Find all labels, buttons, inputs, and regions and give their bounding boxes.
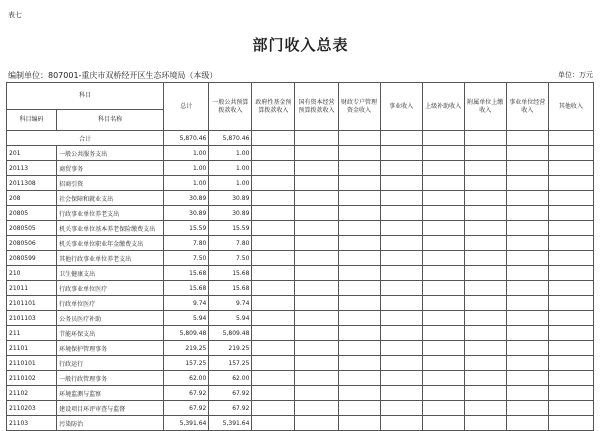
- empty-cell: [548, 206, 593, 221]
- row-general-budget: 5,391.64: [209, 416, 252, 431]
- empty-cell: [464, 371, 506, 386]
- table-row: [7, 371, 594, 386]
- empty-cell: [252, 251, 295, 266]
- empty-cell: [464, 236, 506, 251]
- empty-cell: [338, 251, 380, 266]
- empty-cell: [548, 146, 593, 161]
- row-name: 卫生健康支出: [57, 266, 164, 281]
- empty-cell: [422, 356, 464, 371]
- row-general-budget: 7.80: [209, 236, 252, 251]
- empty-cell: [548, 326, 593, 341]
- empty-cell: [338, 341, 380, 356]
- empty-cell: [380, 236, 422, 251]
- row-total: 7.50: [164, 251, 209, 266]
- empty-cell: [506, 326, 548, 341]
- row-code: 2110203: [7, 401, 57, 416]
- row-name: 环境保护管理事务: [57, 341, 164, 356]
- row-name: 社会保障和就业支出: [57, 191, 164, 206]
- row-total: 9.74: [164, 296, 209, 311]
- empty-cell: [548, 416, 593, 431]
- table-row: [7, 386, 594, 401]
- empty-cell: [464, 161, 506, 176]
- header-superior-subsidy: 上级补助收入: [422, 83, 464, 131]
- header-affiliated: 附属单位上缴收入: [464, 83, 506, 131]
- table-row: [7, 251, 594, 266]
- header-business: 事业收入: [380, 83, 422, 131]
- empty-cell: [252, 266, 295, 281]
- empty-cell: [252, 401, 295, 416]
- row-total: 30.89: [164, 206, 209, 221]
- empty-cell: [252, 281, 295, 296]
- row-name: 一般行政管理事务: [57, 371, 164, 386]
- empty-cell: [252, 341, 295, 356]
- empty-cell: [252, 326, 295, 341]
- empty-cell: [548, 296, 593, 311]
- empty-cell: [548, 176, 593, 191]
- row-code: 21103: [7, 416, 57, 431]
- header-other: 其他收入: [548, 83, 593, 131]
- header-gov-fund: 政府性基金预算拨款收入: [252, 83, 295, 131]
- row-code: 2110101: [7, 356, 57, 371]
- empty-cell: [422, 221, 464, 236]
- table-row: [7, 401, 594, 416]
- empty-cell: [295, 341, 338, 356]
- empty-cell: [548, 266, 593, 281]
- empty-cell: [295, 281, 338, 296]
- empty-cell: [506, 311, 548, 326]
- empty-cell: [506, 416, 548, 431]
- empty-cell: [252, 371, 295, 386]
- empty-cell: [464, 296, 506, 311]
- empty-cell: [380, 386, 422, 401]
- row-general-budget: 30.89: [209, 206, 252, 221]
- unit-label: 单位：万元: [558, 71, 593, 79]
- row-total: 67.92: [164, 386, 209, 401]
- row-general-budget: 1.00: [209, 161, 252, 176]
- row-total: 219.25: [164, 341, 209, 356]
- row-total: 15.68: [164, 281, 209, 296]
- empty-cell: [252, 236, 295, 251]
- empty-cell: [548, 356, 593, 371]
- header-state-capital: 国有资本经营预算拨款收入: [295, 83, 338, 131]
- empty-cell: [252, 416, 295, 431]
- empty-cell: [338, 386, 380, 401]
- row-name: 行政事业单位养老支出: [57, 206, 164, 221]
- empty-cell: [295, 296, 338, 311]
- row-general-budget: 67.92: [209, 401, 252, 416]
- table-row: [7, 176, 594, 191]
- table-row: [7, 146, 594, 161]
- empty-cell: [338, 311, 380, 326]
- empty-cell: [506, 266, 548, 281]
- empty-cell: [380, 341, 422, 356]
- row-general-budget: 9.74: [209, 296, 252, 311]
- empty-cell: [252, 191, 295, 206]
- table-row: [7, 236, 594, 251]
- empty-cell: [548, 386, 593, 401]
- empty-cell: [295, 401, 338, 416]
- empty-cell: [295, 146, 338, 161]
- total-row-general-budget: 5,870.46: [209, 131, 252, 146]
- empty-cell: [338, 401, 380, 416]
- empty-cell: [380, 146, 422, 161]
- empty-cell: [338, 146, 380, 161]
- empty-cell: [380, 221, 422, 236]
- empty-cell: [338, 266, 380, 281]
- empty-cell: [380, 311, 422, 326]
- row-general-budget: 1.00: [209, 176, 252, 191]
- empty-cell: [422, 401, 464, 416]
- empty-cell: [338, 176, 380, 191]
- row-code: 208: [7, 191, 57, 206]
- total-row-total: 5,870.46: [164, 131, 209, 146]
- empty-cell: [295, 251, 338, 266]
- empty-cell: [548, 221, 593, 236]
- empty-cell: [464, 206, 506, 221]
- row-code: 210: [7, 266, 57, 281]
- empty-cell: [380, 206, 422, 221]
- header-total: 总计: [164, 83, 209, 131]
- empty-cell: [295, 386, 338, 401]
- row-code: 2011308: [7, 176, 57, 191]
- empty-cell: [252, 311, 295, 326]
- row-total: 5,391.64: [164, 416, 209, 431]
- row-total: 15.59: [164, 221, 209, 236]
- empty-cell: [422, 236, 464, 251]
- empty-cell: [338, 326, 380, 341]
- empty-cell: [506, 146, 548, 161]
- empty-cell: [548, 236, 593, 251]
- empty-cell: [464, 221, 506, 236]
- row-code: 21011: [7, 281, 57, 296]
- row-general-budget: 30.89: [209, 191, 252, 206]
- empty-cell: [464, 386, 506, 401]
- empty-cell: [338, 236, 380, 251]
- row-name: 商贸事务: [57, 161, 164, 176]
- table-row: [7, 281, 594, 296]
- empty-cell: [380, 161, 422, 176]
- row-name: 行政运行: [57, 356, 164, 371]
- row-code: 211: [7, 326, 57, 341]
- empty-cell: [422, 341, 464, 356]
- row-total: 157.25: [164, 356, 209, 371]
- table-row: [7, 326, 594, 341]
- row-code: 2080599: [7, 251, 57, 266]
- empty-cell: [422, 311, 464, 326]
- total-row: [7, 131, 594, 146]
- row-total: 30.89: [164, 191, 209, 206]
- row-code: 2101101: [7, 296, 57, 311]
- empty-cell: [295, 416, 338, 431]
- empty-cell: [380, 281, 422, 296]
- empty-cell: [252, 296, 295, 311]
- empty-cell: [464, 326, 506, 341]
- empty-cell: [295, 191, 338, 206]
- empty-cell: [506, 161, 548, 176]
- empty-cell: [422, 281, 464, 296]
- empty-cell: [464, 416, 506, 431]
- row-code: 21101: [7, 341, 57, 356]
- empty-cell: [380, 296, 422, 311]
- row-general-budget: 15.68: [209, 266, 252, 281]
- empty-cell: [252, 221, 295, 236]
- empty-cell: [295, 266, 338, 281]
- empty-cell: [295, 161, 338, 176]
- empty-cell: [338, 206, 380, 221]
- empty-cell: [506, 281, 548, 296]
- row-general-budget: 5.94: [209, 311, 252, 326]
- row-general-budget: 15.68: [209, 281, 252, 296]
- empty-cell: [295, 356, 338, 371]
- empty-cell: [506, 401, 548, 416]
- row-code: 20805: [7, 206, 57, 221]
- empty-cell: [464, 146, 506, 161]
- row-general-budget: 67.92: [209, 386, 252, 401]
- table-row: [7, 266, 594, 281]
- empty-cell: [295, 326, 338, 341]
- empty-cell: [506, 176, 548, 191]
- row-total: 5,809.48: [164, 326, 209, 341]
- row-total: 1.00: [164, 176, 209, 191]
- empty-cell: [548, 281, 593, 296]
- empty-cell: [506, 221, 548, 236]
- row-total: 67.92: [164, 401, 209, 416]
- empty-cell: [380, 416, 422, 431]
- empty-cell: [422, 191, 464, 206]
- row-name: 公务员医疗补助: [57, 311, 164, 326]
- empty-cell: [422, 206, 464, 221]
- empty-cell: [422, 326, 464, 341]
- row-total: 1.00: [164, 146, 209, 161]
- empty-cell: [548, 161, 593, 176]
- empty-cell: [338, 281, 380, 296]
- row-total: 1.00: [164, 161, 209, 176]
- empty-cell: [464, 266, 506, 281]
- row-name: 一般公共服务支出: [57, 146, 164, 161]
- empty-cell: [506, 296, 548, 311]
- row-general-budget: 219.25: [209, 341, 252, 356]
- row-general-budget: 7.50: [209, 251, 252, 266]
- empty-cell: [380, 326, 422, 341]
- empty-cell: [380, 191, 422, 206]
- empty-cell: [295, 311, 338, 326]
- empty-cell: [464, 401, 506, 416]
- page-title: 部门收入总表: [252, 36, 349, 54]
- row-code: 201: [7, 146, 57, 161]
- empty-cell: [338, 356, 380, 371]
- row-name: 环境监测与监察: [57, 386, 164, 401]
- empty-cell: [252, 356, 295, 371]
- row-general-budget: 1.00: [209, 146, 252, 161]
- empty-cell: [506, 371, 548, 386]
- empty-cell: [464, 341, 506, 356]
- row-name: 机关事业单位基本养老保险缴费支出: [57, 221, 164, 236]
- row-name: 招商引资: [57, 176, 164, 191]
- empty-cell: [338, 221, 380, 236]
- empty-cell: [380, 371, 422, 386]
- row-general-budget: 62.00: [209, 371, 252, 386]
- empty-cell: [506, 356, 548, 371]
- empty-cell: [252, 206, 295, 221]
- table-row: [7, 356, 594, 371]
- row-name: 污染防治: [57, 416, 164, 431]
- empty-cell: [548, 311, 593, 326]
- row-name: 行政事业单位医疗: [57, 281, 164, 296]
- empty-cell: [422, 371, 464, 386]
- row-general-budget: 5,809.48: [209, 326, 252, 341]
- row-name: 节能环保支出: [57, 326, 164, 341]
- empty-cell: [338, 416, 380, 431]
- row-name: 建设项目环评审查与监督: [57, 401, 164, 416]
- table-row: [7, 191, 594, 206]
- empty-cell: [464, 356, 506, 371]
- empty-cell: [548, 251, 593, 266]
- header-operating: 事业单位经营收入: [506, 83, 548, 131]
- income-summary-table: [6, 82, 594, 431]
- row-code: 20113: [7, 161, 57, 176]
- table-row: [7, 311, 594, 326]
- empty-cell: [422, 266, 464, 281]
- row-total: 7.80: [164, 236, 209, 251]
- org-label: 编制单位：807001-重庆市双桥经开区生态环境局（本级）: [8, 71, 218, 80]
- empty-cell: [548, 341, 593, 356]
- subject-group-header: 科目: [7, 83, 164, 110]
- header-special-fund: 财政专户管理资金收入: [338, 83, 380, 131]
- empty-cell: [380, 176, 422, 191]
- row-total: 62.00: [164, 371, 209, 386]
- empty-cell: [380, 401, 422, 416]
- row-name: 行政单位医疗: [57, 296, 164, 311]
- empty-cell: [464, 176, 506, 191]
- row-code: 2080505: [7, 221, 57, 236]
- row-general-budget: 157.25: [209, 356, 252, 371]
- empty-cell: [380, 266, 422, 281]
- table-row: [7, 206, 594, 221]
- total-row-label: 合计: [7, 131, 164, 146]
- empty-cell: [252, 146, 295, 161]
- empty-cell: [506, 206, 548, 221]
- header-code: 科目编码: [7, 110, 57, 131]
- empty-cell: [422, 296, 464, 311]
- empty-cell: [506, 341, 548, 356]
- table-row: [7, 341, 594, 356]
- header-name: 科目名称: [57, 110, 164, 131]
- empty-cell: [338, 371, 380, 386]
- empty-cell: [252, 386, 295, 401]
- empty-cell: [380, 251, 422, 266]
- empty-cell: [506, 386, 548, 401]
- empty-cell: [464, 251, 506, 266]
- table-row: [7, 416, 594, 431]
- empty-cell: [422, 251, 464, 266]
- empty-cell: [252, 176, 295, 191]
- table-row: [7, 221, 594, 236]
- empty-cell: [295, 206, 338, 221]
- row-name: 其他行政事业单位养老支出: [57, 251, 164, 266]
- empty-cell: [422, 416, 464, 431]
- empty-cell: [506, 251, 548, 266]
- empty-cell: [464, 311, 506, 326]
- header-general-budget: 一般公共预算拨款收入: [209, 83, 252, 131]
- empty-cell: [548, 191, 593, 206]
- empty-cell: [548, 401, 593, 416]
- table-row: [7, 296, 594, 311]
- empty-cell: [422, 176, 464, 191]
- empty-cell: [422, 386, 464, 401]
- row-name: 机关事业单位职业年金缴费支出: [57, 236, 164, 251]
- empty-cell: [338, 191, 380, 206]
- empty-cell: [548, 371, 593, 386]
- row-code: 21102: [7, 386, 57, 401]
- empty-cell: [506, 191, 548, 206]
- empty-cell: [380, 356, 422, 371]
- row-general-budget: 15.59: [209, 221, 252, 236]
- row-total: 5.94: [164, 311, 209, 326]
- empty-cell: [506, 236, 548, 251]
- empty-cell: [295, 236, 338, 251]
- empty-cell: [464, 281, 506, 296]
- row-code: 2101103: [7, 311, 57, 326]
- empty-cell: [295, 371, 338, 386]
- empty-cell: [252, 161, 295, 176]
- empty-cell: [422, 161, 464, 176]
- row-code: 2080506: [7, 236, 57, 251]
- empty-cell: [338, 296, 380, 311]
- empty-cell: [338, 161, 380, 176]
- row-total: 15.68: [164, 266, 209, 281]
- empty-cell: [295, 221, 338, 236]
- row-code: 2110102: [7, 371, 57, 386]
- table-row: [7, 161, 594, 176]
- empty-cell: [295, 176, 338, 191]
- table-number-label: 表七: [8, 11, 22, 19]
- empty-cell: [422, 146, 464, 161]
- empty-cell: [464, 191, 506, 206]
